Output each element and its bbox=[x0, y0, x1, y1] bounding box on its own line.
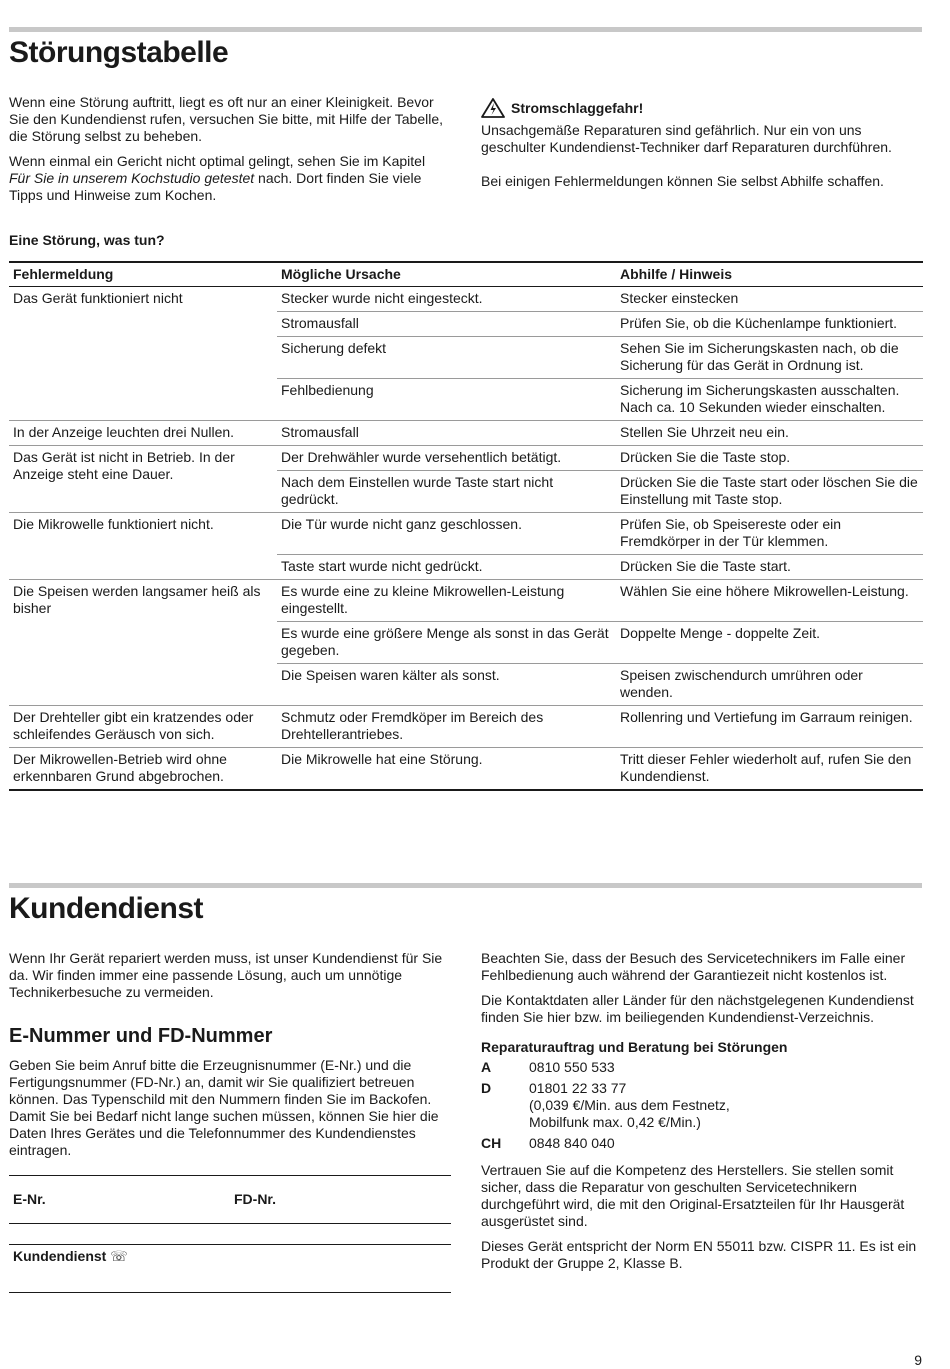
error-cell: In der Anzeige leuchten drei Nullen. bbox=[9, 421, 277, 446]
error-cell: Der Mikrowellen-Betrieb wird ohne erkennbaren Grund abgebrochen. bbox=[9, 748, 277, 791]
norm-paragraph: Dieses Gerät entspricht der Norm EN 55011 bzw. CISPR 11. Es ist ein Produkt der Gruppe 2, Klasse B. bbox=[481, 1238, 917, 1271]
error-cell: Das Gerät ist nicht in Betrieb. In der Anzeige steht eine Dauer. bbox=[9, 446, 277, 513]
table-row bbox=[9, 580, 923, 622]
trust-paragraph: Vertrauen Sie auf die Kompetenz des Herstellers. Sie stellen somit sicher, dass die Reparatur von geschulten Servicetechnikern durchgeführt wird, die mit den Original-Ersatzteilen für Ihr Hausgerät ausgerüstet sind. bbox=[481, 1162, 905, 1229]
remedy-cell: Drücken Sie die Taste start. bbox=[616, 555, 923, 580]
error-cell: Die Speisen werden langsamer heiß als bisher bbox=[9, 580, 277, 706]
enr-label: E-Nr. bbox=[13, 1191, 46, 1207]
remedy-cell: Stellen Sie Uhrzeit neu ein. bbox=[616, 421, 923, 446]
remedy-cell: Prüfen Sie, ob Speisereste oder ein Fremdkörper in der Tür klemmen. bbox=[616, 513, 923, 555]
rate-note: (0,039 €/Min. aus dem Festnetz, bbox=[529, 1097, 730, 1113]
cause-cell: Schmutz oder Fremdköper im Bereich des Drehtellerantriebes. bbox=[277, 706, 616, 748]
table-row bbox=[9, 513, 923, 555]
warning-box bbox=[481, 98, 921, 190]
table-row bbox=[9, 421, 923, 446]
form-line bbox=[9, 1175, 451, 1176]
phone-number: 01801 22 33 77 bbox=[529, 1080, 627, 1096]
phone-number: 0810 550 533 bbox=[529, 1059, 615, 1075]
remedy-cell: Speisen zwischendurch umrühren oder wenden. bbox=[616, 664, 923, 706]
table-row bbox=[9, 287, 923, 312]
intro-paragraph-2: Wenn einmal ein Gericht nicht optimal gelingt, sehen Sie im Kapitel Für Sie in unserem Kochstudio getestet nach. Dort finden Sie viele Tipps und Hinweise zum Kochen. bbox=[9, 153, 426, 203]
page-title: Störungstabelle bbox=[9, 36, 229, 69]
repair-heading: Reparaturauftrag und Beratung bei Störungen bbox=[481, 1039, 788, 1055]
cause-cell: Die Speisen waren kälter als sonst. bbox=[277, 664, 616, 706]
warning-title: Stromschlaggefahr! bbox=[481, 98, 921, 118]
remedy-cell: Sicherung im Sicherungskasten ausschalten. Nach ca. 10 Sekunden wieder einschalten. bbox=[616, 379, 923, 421]
cause-cell: Der Drehwähler wurde versehentlich betätigt. bbox=[277, 446, 616, 471]
country-code: A bbox=[481, 1059, 492, 1075]
error-cell: Das Gerät funktioniert nicht bbox=[9, 287, 277, 421]
service-intro-column bbox=[9, 950, 451, 1001]
intro-paragraph-1: Wenn eine Störung auftritt, liegt es oft nur an einer Kleinigkeit. Bevor Sie den Kundendienst rufen, versuchen Sie bitte, mit Hilfe der Tabelle, die Störung selbst zu beheben. bbox=[9, 94, 443, 144]
remedy-cell: Rollenring und Vertiefung im Garraum reinigen. bbox=[616, 706, 923, 748]
section-divider bbox=[9, 27, 922, 32]
troubleshoot-subheading: Eine Störung, was tun? bbox=[9, 232, 165, 248]
self-help-paragraph: Bei einigen Fehlermeldungen können Sie selbst Abhilfe schaffen. bbox=[481, 173, 884, 189]
contact-row-a bbox=[481, 1059, 921, 1076]
enr-paragraph-wrap bbox=[9, 1057, 449, 1159]
cause-cell: Stromausfall bbox=[277, 421, 616, 446]
cause-cell: Stromausfall bbox=[277, 312, 616, 337]
cause-cell: Stecker wurde nicht eingesteckt. bbox=[281, 290, 483, 306]
section-divider bbox=[9, 883, 922, 888]
cause-cell: Die Tür wurde nicht ganz geschlossen. bbox=[277, 513, 616, 555]
cause-cell: Taste start wurde nicht gedrückt. bbox=[277, 555, 616, 580]
remedy-cell: Doppelte Menge - doppelte Zeit. bbox=[616, 622, 923, 664]
cause-cell: Nach dem Einstellen wurde Taste start nicht gedrückt. bbox=[277, 471, 616, 513]
remedy-cell: Prüfen Sie, ob die Küchenlampe funktioniert. bbox=[616, 312, 923, 337]
form-line bbox=[9, 1223, 451, 1224]
contact-row-ch bbox=[481, 1135, 921, 1152]
table-row bbox=[9, 446, 923, 471]
rate-note: Mobilfunk max. 0,42 €/Min.) bbox=[529, 1114, 701, 1130]
remedy-cell: Tritt dieser Fehler wiederholt auf, rufen Sie den Kundendienst. bbox=[616, 748, 923, 791]
intro-column bbox=[9, 94, 449, 212]
troubleshooting-table bbox=[9, 261, 923, 791]
service-intro-paragraph: Wenn Ihr Gerät repariert werden muss, ist unser Kundendienst für Sie da. Wir finden immer eine passende Lösung, auch um unnötige Technikerbesuche zu vermeiden. bbox=[9, 950, 443, 1000]
fdnr-label: FD-Nr. bbox=[234, 1191, 276, 1207]
error-cell: Der Drehteller gibt ein kratzendes oder schleifendes Geräusch von sich. bbox=[9, 706, 277, 748]
phone-icon: ☏ bbox=[110, 1248, 128, 1264]
section-title-kundendienst: Kundendienst bbox=[9, 892, 203, 925]
remedy-cell: Stecker einstecken bbox=[620, 290, 739, 306]
warning-triangle-icon bbox=[481, 98, 505, 118]
kundendienst-label: Kundendienst ☏ bbox=[13, 1248, 128, 1264]
enr-fdnr-heading: E-Nummer und FD-Nummer bbox=[9, 1025, 273, 1047]
cause-cell: Sicherung defekt bbox=[277, 337, 616, 379]
remedy-cell: Drücken Sie die Taste start oder löschen Sie die Einstellung mit Taste stop. bbox=[616, 471, 923, 513]
remedy-cell: Wählen Sie eine höhere Mikrowellen-Leistung. bbox=[616, 580, 923, 622]
country-code: CH bbox=[481, 1135, 502, 1151]
remedy-cell: Drücken Sie die Taste stop. bbox=[616, 446, 923, 471]
header-error: Fehlermeldung bbox=[9, 262, 277, 287]
cause-cell: Es wurde eine zu kleine Mikrowellen-Leistung eingestellt. bbox=[277, 580, 616, 622]
cause-cell: Es wurde eine größere Menge als sonst in das Gerät gegeben. bbox=[277, 622, 616, 664]
enr-paragraph: Geben Sie beim Anruf bitte die Erzeugnisnummer (E-Nr.) und die Fertigungsnummer (FD-Nr.) an, damit wir Sie qualifiziert betreuen können. Das Typenschild mit den Nummern finden Sie im Backofen. Damit Sie bei Bedarf nicht lange suchen müssen, können Sie hier die Daten Ihres Gerätes und die Telefonnummer des Kundendienstes eintragen. bbox=[9, 1057, 439, 1158]
cause-cell: Die Mikrowelle hat eine Störung. bbox=[277, 748, 616, 791]
phone-number: 0848 840 040 bbox=[529, 1135, 615, 1151]
phone-number-block bbox=[529, 1080, 921, 1131]
remedy-cell: Sehen Sie im Sicherungskasten nach, ob die Sicherung für das Gerät in Ordnung ist. bbox=[616, 337, 923, 379]
cause-cell: Fehlbedienung bbox=[277, 379, 616, 421]
header-remedy: Abhilfe / Hinweis bbox=[616, 262, 923, 287]
table-row bbox=[9, 706, 923, 748]
table-row bbox=[9, 748, 923, 791]
contacts-paragraph: Die Kontaktdaten aller Länder für den nächstgelegenen Kundendienst finden Sie hier bzw. im beiliegenden Kundendienst-Verzeichnis. bbox=[481, 992, 914, 1025]
form-line bbox=[9, 1244, 451, 1245]
header-cause: Mögliche Ursache bbox=[277, 262, 616, 287]
warranty-paragraph: Beachten Sie, dass der Besuch des Servicetechnikers im Falle einer Fehlbedienung auch während der Garantiezeit nicht kostenlos ist. bbox=[481, 950, 906, 983]
contact-row-d bbox=[481, 1080, 921, 1131]
warning-paragraph: Unsachgemäße Reparaturen sind gefährlich. Nur ein von uns geschulter Kundendienst-Techniker darf Reparaturen durchführen. bbox=[481, 122, 892, 155]
service-right-column bbox=[481, 950, 921, 1280]
country-code: D bbox=[481, 1080, 492, 1096]
page-number: 9 bbox=[914, 1352, 922, 1368]
table-header-row bbox=[9, 262, 923, 287]
form-line bbox=[9, 1292, 451, 1293]
error-cell: Die Mikrowelle funktioniert nicht. bbox=[9, 513, 277, 580]
